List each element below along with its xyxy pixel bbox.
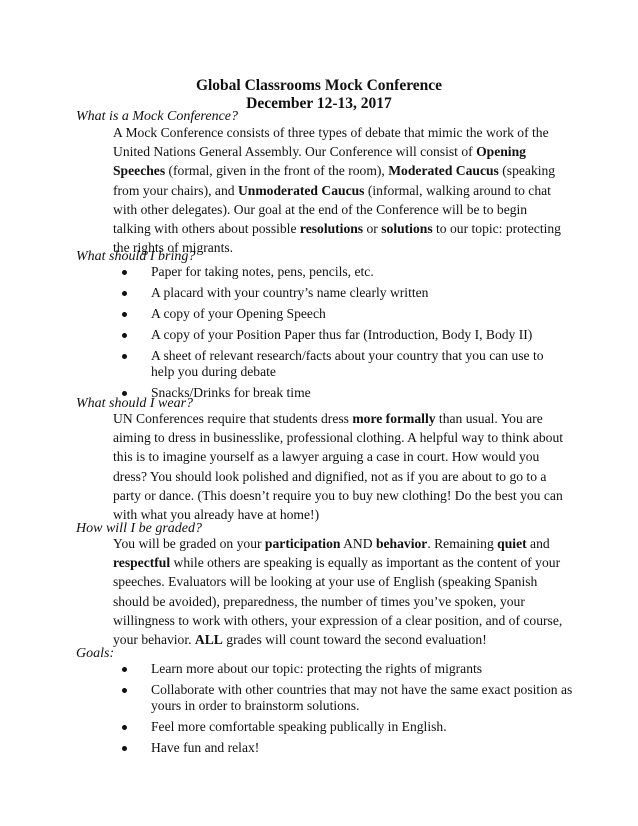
list-item-text: help you during debate — [151, 364, 276, 380]
list-item-text: A copy of your Position Paper thus far (Introduction, Body I, Body II) — [151, 327, 533, 342]
list-item — [113, 327, 563, 343]
list-item-text: A copy of your Opening Speech — [151, 306, 326, 321]
heading-graded: How will I be graded? — [76, 521, 202, 536]
list-item — [113, 306, 563, 322]
bullet-icon — [122, 333, 127, 338]
document-title: Global Classrooms Mock Conference — [195, 77, 443, 94]
text-run: United Nations General Assembly. Our Conference will consist of — [113, 144, 477, 160]
list-item — [113, 285, 563, 301]
text-run: . Remaining — [427, 536, 498, 551]
text-run: A Mock Conference consists of three types of debate that mimic the work of the — [113, 125, 549, 140]
text-run: aiming to dress in businesslike, professional clothing. A helpful way to think about — [113, 430, 564, 446]
list-item-text: A placard with your country’s name clearly written — [151, 285, 429, 300]
paragraph-what-is — [113, 123, 563, 257]
paragraph-wear — [113, 409, 563, 524]
text-run: this is to imagine yourself as a lawyer arguing a case in court. How would you — [113, 449, 540, 465]
text-run: AND — [340, 536, 376, 551]
heading-goals: Goals: — [76, 646, 115, 661]
text-run: grades will count toward the second evaluation! — [222, 632, 487, 648]
list-item-text: Collaborate with other countries that may not have the same exact position as — [151, 682, 573, 697]
bullet-icon — [122, 270, 127, 275]
bullet-icon — [122, 354, 127, 359]
list-item-text: Snacks/Drinks for break time — [151, 385, 311, 401]
bold-term: behavior — [375, 536, 428, 551]
heading-wear: What should I wear? — [76, 396, 194, 411]
list-item — [113, 264, 563, 280]
bold-term: more formally — [352, 411, 436, 426]
bullet-icon — [122, 725, 127, 730]
text-run: while others are speaking is equally as important as the content of your — [170, 555, 561, 571]
goals-list — [113, 661, 573, 761]
paragraph-graded — [113, 534, 563, 649]
heading-bring: What should I bring? — [76, 249, 196, 264]
text-run: (formal, given in the front of the room), — [165, 163, 389, 179]
text-run: your behavior. — [113, 632, 195, 648]
text-run: and — [526, 536, 550, 551]
bold-term: solutions — [381, 221, 433, 237]
text-run: speeches. Evaluators will be looking at your use of English (speaking Spanish — [113, 574, 538, 590]
bold-term: resolutions — [299, 221, 364, 237]
text-run: from your chairs), and — [113, 182, 238, 198]
list-item — [113, 682, 573, 715]
text-run: (speaking — [498, 163, 556, 179]
text-run: dress? You should look polished and dignified, not as if you are about to go to a — [113, 468, 547, 484]
text-run: or — [363, 221, 382, 237]
list-item — [113, 348, 563, 381]
list-item-text: Feel more comfortable speaking publically in English. — [151, 719, 447, 735]
text-run: talking with others about possible — [113, 221, 300, 237]
heading-what-is: What is a Mock Conference? — [76, 109, 238, 124]
text-run: You will be graded on your — [113, 536, 265, 551]
bold-term: quiet — [497, 536, 527, 551]
list-item — [113, 740, 563, 756]
text-run: UN Conferences require that students dress — [113, 411, 353, 426]
text-run: to our topic: protecting — [432, 221, 561, 237]
text-run: (informal, walking around to chat — [364, 182, 551, 198]
text-run: willingness to work with others, your expression of a clear position, and of course, — [113, 612, 563, 628]
bullet-icon — [122, 312, 127, 317]
bold-term: Opening — [476, 144, 526, 160]
list-item-text: yours in order to brainstorm solutions. — [151, 698, 360, 714]
text-run: with what you already have at home!) — [113, 507, 320, 523]
bold-term: ALL — [194, 632, 223, 648]
text-run: than usual. You are — [435, 411, 543, 426]
document-date: December 12-13, 2017 — [246, 95, 392, 112]
bold-term: Unmoderated Caucus — [237, 182, 365, 198]
bring-list — [113, 264, 563, 406]
bold-term: respectful — [113, 555, 171, 571]
list-item — [113, 661, 563, 677]
list-item-text: A sheet of relevant research/facts about your country that you can use to — [151, 348, 544, 363]
list-item-text: Have fun and relax! — [151, 740, 260, 756]
text-run: the rights of migrants. — [113, 240, 234, 256]
list-item — [113, 719, 563, 735]
bold-term: participation — [264, 536, 341, 551]
list-item-text: Paper for taking notes, pens, pencils, etc. — [151, 264, 374, 279]
text-run: with other delegates). Our goal at the end of the Conference will be to begin — [113, 201, 528, 217]
bullet-icon — [122, 746, 127, 751]
bullet-icon — [122, 291, 127, 296]
bullet-icon — [122, 667, 127, 672]
bold-term: Speeches — [113, 163, 166, 179]
list-item-text: Learn more about our topic: protecting the rights of migrants — [151, 661, 483, 676]
bullet-icon — [122, 688, 127, 693]
text-run: party or dance. (This doesn’t require you to buy new clothing! Do the best you can — [113, 487, 563, 503]
text-run: should be avoided), preparedness, the number of times you’ve spoken, your — [113, 593, 525, 609]
bold-term: Moderated Caucus — [388, 163, 499, 179]
